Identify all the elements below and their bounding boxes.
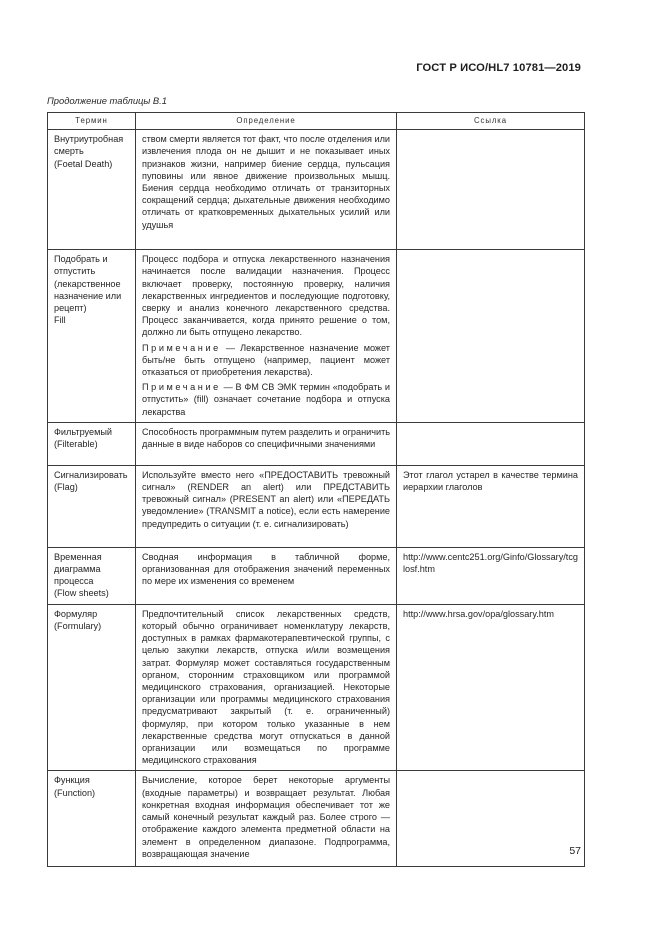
reference-cell: http://www.hrsa.gov/opa/glossary.htm [397,604,585,771]
table-row [48,422,585,465]
term-text: Функция (Function) [54,775,96,798]
terms-table [47,112,585,867]
reference-cell: http://www.centc251.org/Ginfo/Glossary/tcglosf.htm [397,547,585,604]
column-header-definition: Определение [136,113,397,130]
term-text: Сигнализировать (Flag) [54,469,128,493]
reference-cell [397,422,585,465]
term-text: Фильтруемый (Filterable) [54,426,113,450]
reference-cell: Этот глагол устарел в качестве термина иерархии глаголов [397,465,585,547]
table-row [48,130,585,250]
table-row [48,547,585,604]
definition-cell: Вычисление, которое берет некоторые аргументы (входные параметры) и возвращает результат. Любая конкретная входная информация обеспечивает тот же самый конечный результат каждый раз. Более строго — отображение каждого элемента предметной области на элемент в определенном диапазоне. Подпрограмма, возвращающая значение [136,771,397,867]
term-text: Формуляр (Formulary) [54,608,102,632]
term-cell [48,547,136,604]
term-cell [48,130,136,250]
reference-cell [397,250,585,423]
note-label: Примечание [142,342,221,353]
definition-cell [136,250,397,423]
note-text: — Лекарственное назначение может быть/не быть отпущено (например, пациент может отказаться от приобретения лекарства). [142,342,390,378]
column-header-term: Термин [48,113,136,130]
reference-cell [397,130,585,250]
term-cell [48,465,136,547]
standard-code-header: ГОСТ Р ИСО/HL7 10781—2019 [416,62,581,74]
table-row [48,771,585,867]
page-number: 57 [569,845,581,857]
note [142,342,390,379]
term-text: Внутриутробная смерть (Foetal Death) [54,134,124,169]
reference-cell [397,771,585,867]
note [142,381,390,418]
table-row [48,604,585,771]
definition-cell: Используйте вместо него «ПРЕДОСТАВИТЬ тревожный сигнал» (RENDER an alert) или ПРЕДСТАВИТЬ тревожный сигнал» (PRESENT an alert) или «ПЕРЕДАТЬ уведомление» (TRANSMIT a notice), если есть намерение предупредить о ситуации (т. е. сигнализировать) [136,465,397,547]
definition-cell: Сводная информация в табличной форме, организованная для отображения значений переменных по мере их изменения со временем [136,547,397,604]
term-text: Подобрать и отпустить (лекарственное назначение или рецепт) Fill [54,254,122,326]
table-row [48,465,585,547]
table-row [48,250,585,423]
term-cell [48,604,136,771]
term-text: Временная диаграмма процесса (Flow sheets) [54,551,109,599]
table-caption: Продолжение таблицы В.1 [47,95,167,106]
definition-text: Процесс подбора и отпуска лекарственного назначения начинается после валидации назначения. Процесс включает проверку, постоянную проверку, наличия лекарственных ингредиентов и последующие подготовку, сверку и анализ конечного лекарственного средства. Процесс заканчивается, когда принято решение о том, должно ли быть отпущено лекарство. [142,254,390,338]
definition-cell: Способность программным путем разделить и ограничить данные в виде наборов со специфичными значениями [136,422,397,465]
column-header-reference: Ссылка [397,113,585,130]
term-cell [48,771,136,867]
definition-cell: ством смерти является тот факт, что после отделения или извлечения плода он не дышит и не показывает иных признаков жизни, например биение сердца, пульсация пуповины или явное движение произвольных мышц. Биения сердца необходимо отличать от транзиторных сокращений сердца; дыхательные движения необходимо отличать от кратковременных дыхательных усилий или удушья [136,130,397,250]
term-cell [48,422,136,465]
term-cell [48,250,136,423]
note-label: Примечание [142,382,221,393]
definition-cell: Предпочтительный список лекарственных средств, который обычно ограничивает номенклатуру лекарств, доступных в рамках фармакотерапевтической группы, с целью закупки лекарств, отпуска и/или возмещения затрат. Формуляр может составляться государственным органом, сторонним страховщиком или программой медицинского страхования, организацией. Некоторые организации или программы медицинского страхования предусматривают закрытый (т. е. ограниченный) формуляр, при котором только указанные в нем лекарственные средства могут отпускаться в данной организации или возмещаться по программе медицинского страхования [136,604,397,771]
table-header-row [48,113,585,130]
note-text: — В ФМ СВ ЭМК термин «подобрать и отпустить» (fill) означает сочетание подбора и отпуска лекарства [142,382,390,417]
